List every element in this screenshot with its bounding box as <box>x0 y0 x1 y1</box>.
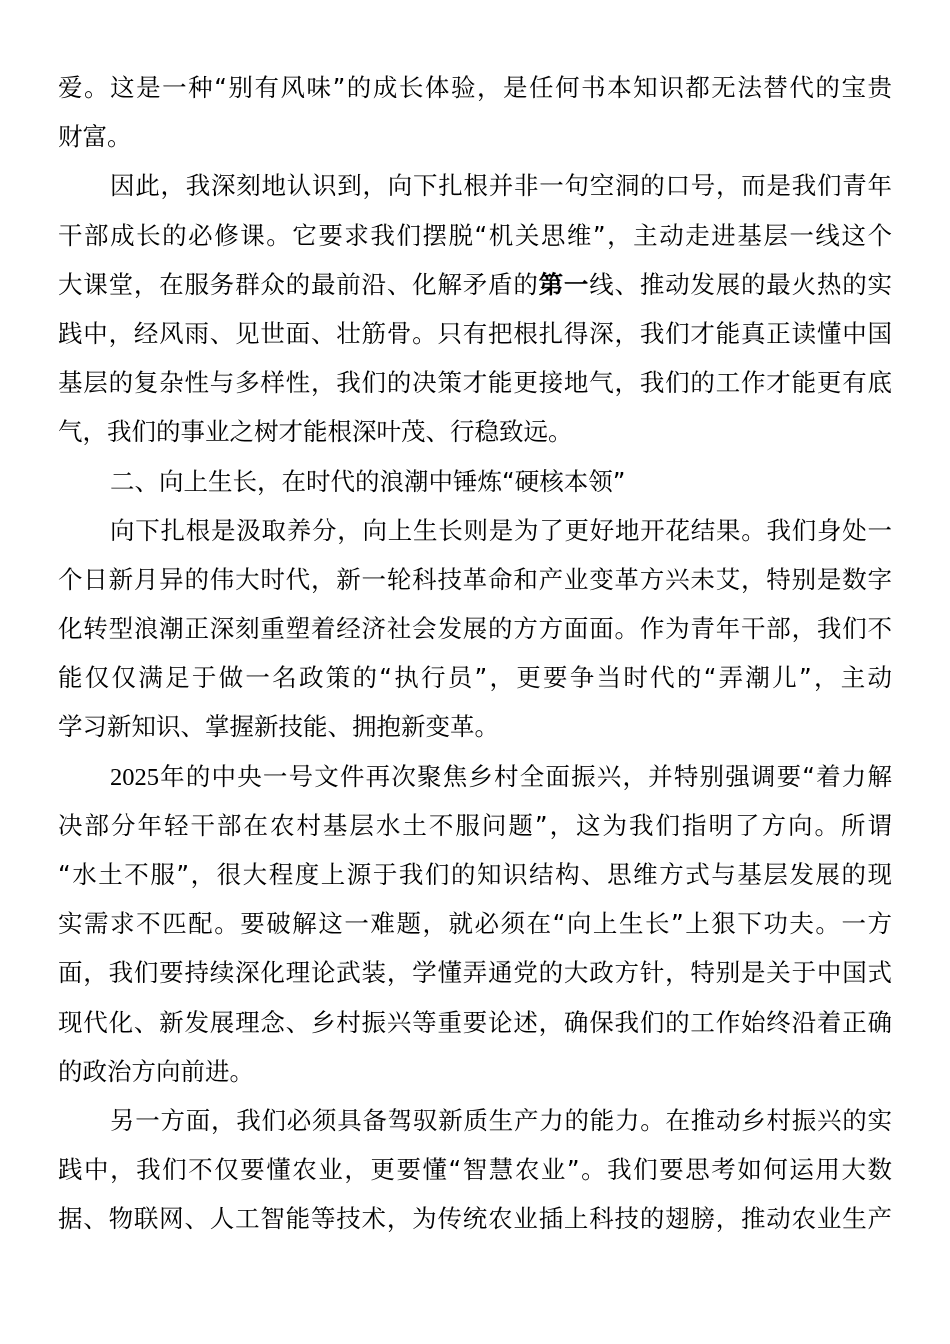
text-line: 的政治方向前进。 <box>58 1056 254 1086</box>
text-line: 向下扎根是汲取养分，向上生长则是为了更好地开花结果。我们身处一 <box>110 515 892 545</box>
bold-text: 第一 <box>538 269 590 299</box>
year-number: 2025 <box>110 763 159 791</box>
text-line: 践中，我们不仅要懂农业，更要懂“智慧农业”。我们要思考如何运用大数 <box>58 1155 892 1185</box>
text-line: 学习新知识、掌握新技能、拥抱新变革。 <box>58 712 499 742</box>
text-line: 另一方面，我们必须具备驾驭新质生产力的能力。在推动乡村振兴的实 <box>110 1105 892 1135</box>
text-line: 干部成长的必修课。它要求我们摆脱“机关思维”，主动走进基层一线这个 <box>58 220 892 250</box>
text-line: 因此，我深刻地认识到，向下扎根并非一句空洞的口号，而是我们青年 <box>110 171 892 201</box>
text-line: 现代化、新发展理念、乡村振兴等重要论述，确保我们的工作始终沿着正确 <box>58 1007 892 1037</box>
text-line: 决部分年轻干部在农村基层水土不服问题”，这为我们指明了方向。所谓 <box>58 810 892 840</box>
paragraph <box>58 161 892 456</box>
text-run: 年的中央一号文件再次聚焦乡村全面振兴，并特别强调要“着力解 <box>159 761 892 791</box>
paragraph <box>58 63 892 161</box>
section-heading: 二、向上生长，在时代的浪潮中锤炼“硬核本领” <box>110 466 626 496</box>
text-line: 能仅仅满足于做一名政策的“执行员”，更要争当时代的“弄潮儿”，主动 <box>58 663 892 693</box>
text-line: 气，我们的事业之树才能根深叶茂、行稳致远。 <box>58 417 573 447</box>
text-line: 据、物联网、人工智能等技术，为传统农业插上科技的翅膀，推动农业生产 <box>58 1204 892 1234</box>
text-run: 大课堂，在服务群众的最前沿、化解矛盾的 <box>58 269 539 299</box>
text-line: 财富。 <box>58 122 132 152</box>
text-line <box>58 752 892 801</box>
paragraph <box>58 1096 892 1244</box>
paragraph <box>58 506 892 752</box>
text-line: 践中，经风雨、见世面、壮筋骨。只有把根扎得深，我们才能真正读懂中国 <box>58 318 892 348</box>
text-line: 爱。这是一种“别有风味”的成长体验，是任何书本知识都无法替代的宝贵 <box>58 73 892 102</box>
text-line: 化转型浪潮正深刻重塑着经济社会发展的方方面面。作为青年干部，我们不 <box>58 614 892 644</box>
text-line <box>58 260 892 309</box>
text-line: “水土不服”，很大程度上源于我们的知识结构、思维方式与基层发展的现 <box>58 860 892 889</box>
text-line: 面，我们要持续深化理论武装，学懂弄通党的大政方针，特别是关于中国式 <box>58 958 892 988</box>
text-line: 个日新月异的伟大时代，新一轮科技革命和产业变革方兴未艾，特别是数字 <box>58 564 892 594</box>
text-line: 实需求不匹配。要破解这一难题，就必须在“向上生长”上狠下功夫。一方 <box>58 909 892 939</box>
text-line: 基层的复杂性与多样性，我们的决策才能更接地气，我们的工作才能更有底 <box>58 368 892 398</box>
document-page <box>58 63 892 1244</box>
paragraph <box>58 752 892 1096</box>
text-run: 线、推动发展的最火热的实 <box>589 269 892 299</box>
